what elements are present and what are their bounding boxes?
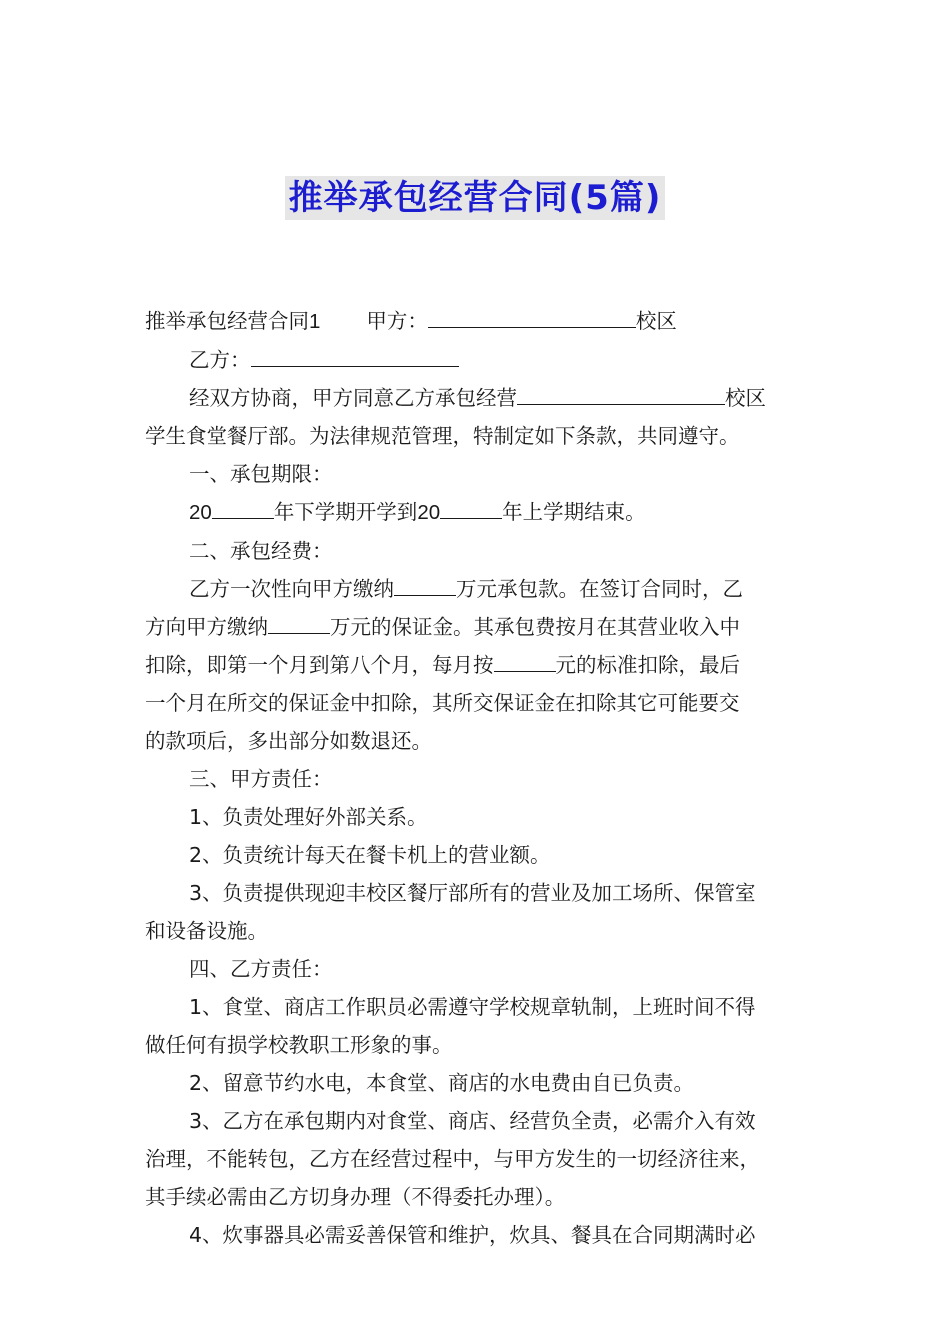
document-title: 推举承包经营合同(5篇) bbox=[285, 176, 666, 220]
fee-blank-3 bbox=[494, 647, 556, 672]
intro-text-b: 校区 bbox=[725, 386, 766, 410]
section-2-line-1 bbox=[145, 570, 810, 608]
section-4-item-3a: 3、乙方在承包期内对食堂、商店、经营负全责，必需介入有效 bbox=[189, 1109, 756, 1133]
contract-number: 1 bbox=[309, 310, 321, 333]
fee-blank-1 bbox=[394, 571, 456, 596]
section-4-item-1b: 做任何有损学校教职工形象的事。 bbox=[145, 1033, 453, 1057]
section-4-heading: 四、乙方责任： bbox=[189, 957, 333, 981]
fee-text-3b: 元的标准扣除，最后 bbox=[555, 653, 740, 677]
term-end-text: 年上学期结束。 bbox=[502, 500, 646, 524]
year-blank-1 bbox=[212, 494, 274, 519]
section-3-item-1: 1、负责处理好外部关系。 bbox=[189, 805, 428, 829]
party-a-blank bbox=[428, 303, 636, 328]
section-2-line-5: 的款项后，多出部分如数退还。 bbox=[145, 729, 432, 753]
party-b-line bbox=[145, 341, 810, 379]
fee-text-2a: 方向甲方缴纳 bbox=[145, 615, 268, 639]
section-2-line-4: 一个月在所交的保证金中扣除，其所交保证金在扣除其它可能要交 bbox=[145, 691, 740, 715]
year-prefix-2: 20 bbox=[417, 501, 441, 524]
intro-text-a: 经双方协商，甲方同意乙方承包经营 bbox=[189, 386, 517, 410]
term-mid-text: 年下学期开学到 bbox=[273, 500, 418, 524]
intro-line-1 bbox=[145, 379, 810, 417]
fee-text-3a: 扣除，即第一个月到第八个月，每月按 bbox=[145, 653, 494, 677]
contract-header-line bbox=[145, 302, 810, 341]
section-2-line-3 bbox=[145, 646, 810, 684]
section-2-line-2 bbox=[145, 608, 810, 646]
contract-label: 推举承包经营合同 bbox=[145, 309, 309, 333]
party-a-label: 甲方： bbox=[366, 309, 428, 333]
section-3-item-2: 2、负责统计每天在餐卡机上的营业额。 bbox=[189, 843, 551, 867]
intro-blank bbox=[517, 380, 725, 405]
fee-text-2b: 万元的保证金。其承包费按月在其营业收入中 bbox=[330, 615, 740, 639]
section-1-term bbox=[145, 493, 810, 532]
title-block bbox=[0, 176, 950, 220]
section-1-heading: 一、承包期限： bbox=[189, 462, 333, 486]
party-a-suffix: 校区 bbox=[635, 309, 677, 333]
fee-text-1a: 乙方一次性向甲方缴纳 bbox=[189, 577, 394, 601]
section-4-item-1a: 1、食堂、商店工作职员必需遵守学校规章轨制，上班时间不得 bbox=[189, 995, 756, 1019]
section-3-heading: 三、甲方责任： bbox=[189, 767, 333, 791]
section-2-heading: 二、承包经费： bbox=[189, 539, 333, 563]
fee-text-1b: 万元承包款。在签订合同时，乙 bbox=[456, 577, 743, 601]
section-3-item-3b: 和设备设施。 bbox=[145, 919, 268, 943]
section-4-item-2: 2、留意节约水电，本食堂、商店的水电费由自已负责。 bbox=[189, 1071, 695, 1095]
section-3-item-3a: 3、负责提供现迎丰校区餐厅部所有的营业及加工场所、保管室 bbox=[189, 881, 756, 905]
section-4-item-3b: 治理，不能转包，乙方在经营过程中，与甲方发生的一切经济往来， bbox=[145, 1147, 760, 1171]
intro-line-2: 学生食堂餐厅部。为法律规范管理，特制定如下条款，共同遵守。 bbox=[145, 424, 740, 448]
fee-blank-2 bbox=[268, 609, 330, 634]
section-4-item-4a: 4、炊事器具必需妥善保管和维护，炊具、餐具在合同期满时必 bbox=[189, 1223, 756, 1247]
party-b-label: 乙方： bbox=[189, 348, 251, 372]
year-blank-2 bbox=[440, 494, 502, 519]
year-prefix-1: 20 bbox=[189, 501, 212, 524]
document-body bbox=[145, 302, 810, 1254]
section-4-item-3c: 其手续必需由乙方切身办理（不得委托办理）。 bbox=[145, 1185, 566, 1209]
party-b-blank bbox=[251, 342, 459, 367]
